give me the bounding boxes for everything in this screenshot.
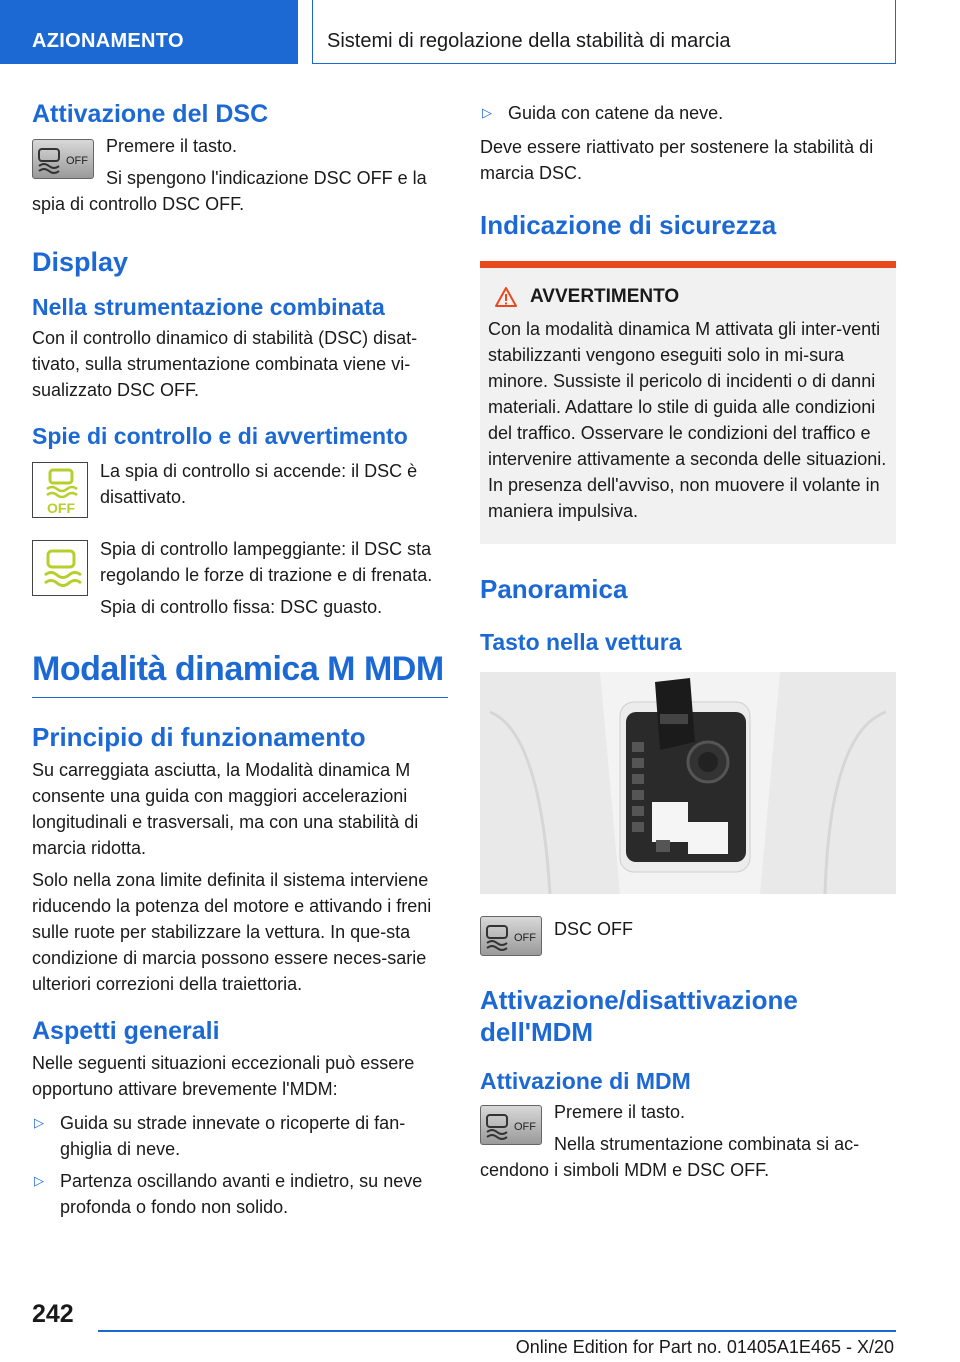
- principle-p2: Solo nella zona limite definita il sistema interviene riducendo la potenza del motore e attivando i freni sulle ruote per stabilizzare la vettura. In que-sta condizione di marcia possono essere neces-sarie ulteriori correzioni della traiettoria.: [32, 870, 432, 994]
- warning-triangle-icon: [494, 286, 518, 308]
- chapter-label: AZIONAMENTO: [32, 30, 184, 52]
- icon-off-text: OFF: [66, 155, 88, 167]
- lamp2-text2: Spia di controllo fissa: DSC guasto.: [100, 597, 383, 617]
- bullet-triangle-icon: ▷: [482, 105, 492, 120]
- general-heading: Aspetti generali: [32, 1017, 220, 1045]
- list-item: [32, 1110, 448, 1162]
- principle-p1: Su carreggiata asciutta, la Modalità dinamica M consente una guida con maggiori accelerazioni longitudinali e trasversali, ma con una stabilità di marcia ridotta.: [32, 760, 419, 858]
- warning-title: [488, 286, 888, 308]
- footer-edition: Online Edition for Part no. 01405A1E465 - X/20: [515, 1337, 894, 1357]
- principle-heading: Principio di funzionamento: [32, 722, 366, 752]
- dsc-off-button-icon: [32, 139, 94, 179]
- mdm-chapter-heading: Modalità dinamica M MDM: [32, 650, 448, 698]
- warning-text: Con la modalità dinamica M attivata gli inter-venti stabilizzanti vengono eseguiti solo in mi-sura minore. Sussiste il pericolo di incidenti o di danni materiali. Adattare lo stile di guida alle condizioni del traffico. Osservare le condizioni del traffico e intervenire attivamente a seconda delle situazioni. In presenza dell'avviso, non muovere il volante in maniera impulsiva.: [488, 319, 887, 521]
- safety-heading: Indicazione di sicurezza: [480, 210, 777, 240]
- lamp2-text: Spia di controllo lampeggiante: il DSC sta regolando le forze di trazione e di frenata.: [100, 539, 433, 585]
- bullet-text: Guida su strade innevate o ricoperte di fan-ghiglia di neve.: [60, 1113, 406, 1159]
- list-item: [32, 1168, 448, 1220]
- button-heading: Tasto nella vettura: [480, 629, 682, 655]
- reactivate-paragraph: Deve essere riattivato per sostenere la stabilità di marcia DSC.: [480, 137, 874, 183]
- activation-p2: Nella strumentazione combinata si ac-cendono i simboli MDM e DSC OFF.: [480, 1134, 860, 1180]
- dsc-activation-p1: Premere il tasto.: [106, 136, 238, 156]
- list-item: [480, 100, 896, 126]
- lamp1-text: La spia di controllo si accende: il DSC è disattivato.: [100, 461, 418, 507]
- left-column: [32, 100, 448, 1220]
- toggle-heading: Attivazione/disattivazione dell'MDM: [480, 985, 798, 1047]
- button-caption: DSC OFF: [554, 919, 633, 939]
- center-console-photo: [480, 672, 896, 894]
- lamp-off-text: OFF: [47, 500, 75, 516]
- lamps-subheading: Spie di controllo e di avvertimento: [32, 423, 408, 449]
- right-column: [480, 100, 896, 1183]
- page-number: 242: [32, 1300, 74, 1328]
- section-title-box: [312, 0, 896, 64]
- bullet-triangle-icon: ▷: [34, 1115, 44, 1130]
- bullet-text: Guida con catene da neve.: [508, 103, 724, 123]
- section-title: Sistemi di regolazione della stabilità di marcia: [327, 30, 731, 52]
- footer-divider: [98, 1330, 896, 1332]
- dsc-lamp-icon: [32, 540, 88, 596]
- cluster-paragraph: Con il controllo dinamico di stabilità (DSC) disat-tivato, sulla strumentazione combinata viene vi-sualizzato DSC OFF.: [32, 328, 418, 400]
- overview-heading: Panoramica: [480, 574, 628, 604]
- icon-off-text: OFF: [514, 932, 536, 944]
- general-p: Nelle seguenti situazioni eccezionali può essere opportuno attivare brevemente l'MDM:: [32, 1053, 415, 1099]
- dsc-off-button-icon: [480, 916, 542, 956]
- chapter-tab: [0, 0, 298, 64]
- icon-off-text: OFF: [514, 1121, 536, 1133]
- dsc-activation-heading: Attivazione del DSC: [32, 100, 269, 128]
- warning-title-text: AVVERTIMENTO: [530, 286, 680, 307]
- dsc-off-lamp-icon: [32, 462, 88, 518]
- display-heading: Display: [32, 247, 129, 277]
- dsc-activation-p2: Si spengono l'indicazione DSC OFF e la spia di controllo DSC OFF.: [32, 168, 427, 214]
- activation-p1: Premere il tasto.: [554, 1102, 686, 1122]
- bullet-text: Partenza oscillando avanti e indietro, su neve profonda o fondo non solido.: [60, 1171, 423, 1217]
- bullet-triangle-icon: ▷: [34, 1173, 44, 1188]
- cluster-subheading: Nella strumentazione combinata: [32, 294, 385, 320]
- dsc-off-button-icon: [480, 1105, 542, 1145]
- warning-box: [480, 261, 896, 544]
- activation-heading: Attivazione di MDM: [480, 1068, 691, 1094]
